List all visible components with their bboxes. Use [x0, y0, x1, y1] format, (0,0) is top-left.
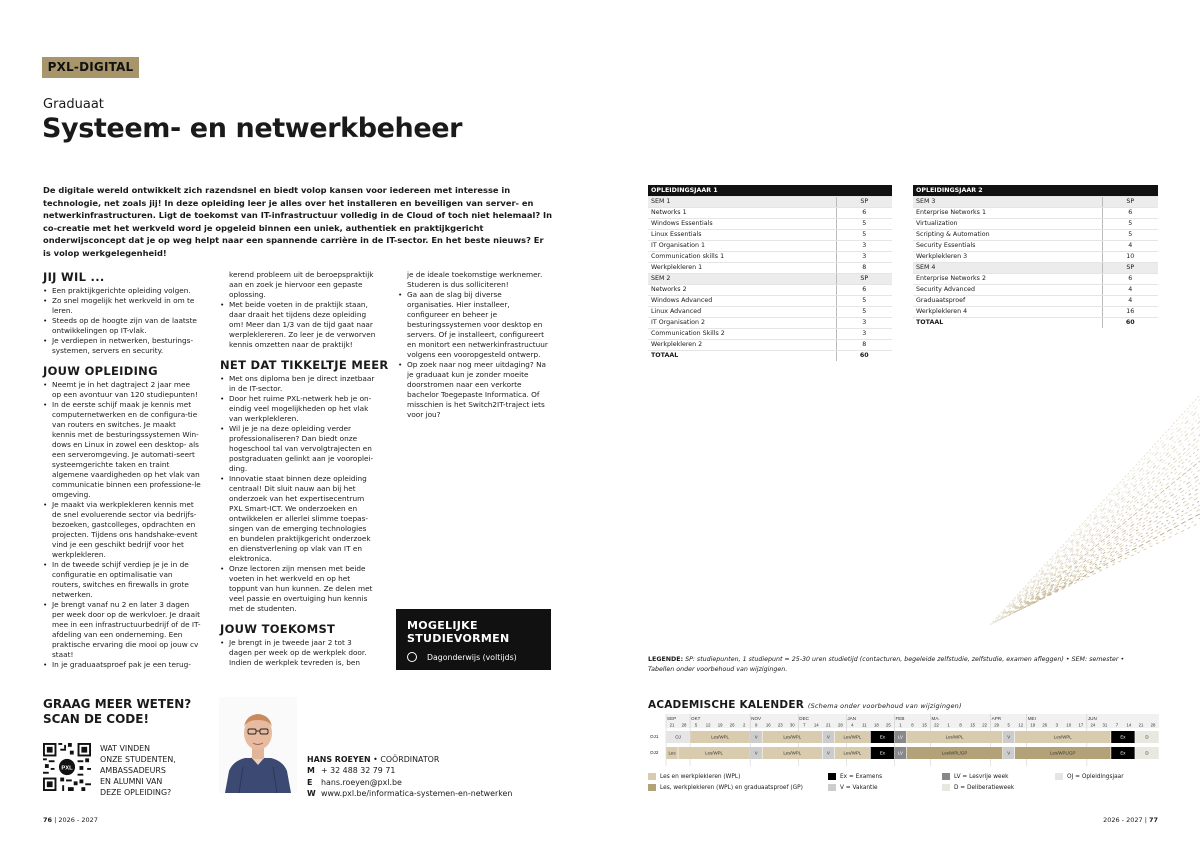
- legend-text: V = Vakantie: [840, 784, 878, 791]
- calendar-period-label: Les: [668, 750, 676, 756]
- table-cell: 3: [836, 329, 892, 340]
- table-cell: Communication skills 1: [648, 252, 836, 263]
- table-cell: Scripting & Automation: [913, 230, 1102, 241]
- table-row: [648, 318, 892, 329]
- sp-header: SP: [836, 197, 892, 208]
- calendar-period-label: LV: [897, 750, 903, 756]
- calendar-day: 31: [1102, 722, 1108, 728]
- calendar-period-label: Les/WPL: [705, 750, 724, 756]
- list-item: • Steeds op de hoogte zijn van de laatste ontwikkelingen op IT-vlak.: [43, 316, 201, 336]
- table-cell: 3: [836, 241, 892, 252]
- decorative-line: [1032, 509, 1200, 604]
- decorative-line: [1012, 457, 1200, 614]
- coordinator-photo: [219, 697, 297, 793]
- calendar-day: 29: [994, 722, 1000, 728]
- list-item: • Een praktijkgerichte opleiding volgen.: [43, 286, 201, 296]
- academic-year: 2026 - 2027: [58, 816, 98, 824]
- list-item: • In de tweede schijf verdiep je je in de configuratie en optimalisatie van routers, switches en firewalls in grote netwerken.: [43, 560, 201, 600]
- subtitle: Graduaat: [43, 97, 104, 112]
- calendar-month: MA.: [931, 716, 940, 721]
- jij-wil-heading: JIJ WIL ...: [43, 270, 105, 284]
- legend-text: OJ = Opleidingsjaar: [1067, 773, 1124, 780]
- legend-text: Les en werkplekleren (WPL): [660, 773, 741, 780]
- semester-label: SEM 3: [913, 197, 1102, 208]
- calendar-day: 21: [669, 722, 675, 728]
- table-cell: Virtualization: [913, 219, 1102, 230]
- calendar-legend-item: [942, 784, 1014, 791]
- calendar-month: APR: [991, 716, 1002, 721]
- table-row: [648, 285, 892, 296]
- calendar-legend-item: [648, 784, 803, 791]
- table-row: [913, 252, 1158, 263]
- list-item: • Zo snel mogelijk het werkveld in om te leren.: [43, 296, 201, 316]
- calendar-period-label: Les/WPL: [711, 734, 730, 740]
- sp-header: SP: [1102, 263, 1158, 274]
- table-row: [648, 307, 892, 318]
- calendar-day: 21: [825, 722, 831, 728]
- calendar-day: 15: [922, 722, 927, 728]
- table-cell: 16: [1102, 307, 1158, 318]
- table-cell: Networks 2: [648, 285, 836, 296]
- table-row: [648, 230, 892, 241]
- legend-swatch: [648, 773, 656, 780]
- more-info-heading: [43, 697, 191, 727]
- calendar-period-label: LV: [897, 734, 903, 740]
- calendar-legend-item: [648, 773, 740, 780]
- legend-swatch: [942, 784, 950, 791]
- decorative-line: [1000, 421, 1200, 620]
- calendar-legend-item: [828, 773, 882, 780]
- page-number-right: 2026 - 2027 | 77: [1103, 816, 1158, 824]
- legend-swatch: [942, 773, 950, 780]
- list-item: • Neemt je in het dagtraject 2 jaar mee op een avontuur van 120 studiepunten!: [43, 380, 201, 400]
- semester-label: SEM 2: [648, 274, 836, 285]
- table-cell: 3: [836, 318, 892, 329]
- calendar-day: 30: [789, 722, 795, 728]
- contact-name-line: HANS ROEYEN • COÖRDINATOR: [307, 755, 440, 764]
- table-cell: 3: [836, 252, 892, 263]
- table-cell: 6: [836, 208, 892, 219]
- calendar-day: 7: [803, 722, 806, 728]
- calendar-day: 28: [1150, 722, 1156, 728]
- legend-label: LEGENDE:: [648, 656, 684, 663]
- decorative-line: [992, 399, 1200, 624]
- table-cell: Linux Advanced: [648, 307, 836, 318]
- calendar-day: 25: [886, 722, 891, 728]
- contact-phone-line: [307, 765, 512, 776]
- calendar-day: 14: [813, 722, 819, 728]
- calendar-period-label: V: [826, 734, 830, 740]
- table-row: [648, 340, 892, 351]
- calendar-day: 8: [959, 722, 962, 728]
- table-cell: Enterprise Networks 2: [913, 274, 1102, 285]
- email-label: E: [307, 777, 313, 787]
- table-row: [913, 274, 1158, 285]
- semester-label: SEM 1: [648, 197, 836, 208]
- decorative-line: [1003, 430, 1200, 618]
- calendar-day: 10: [1066, 722, 1072, 728]
- calendar-period-label: Les/WPL: [783, 734, 802, 740]
- semester-label: SEM 4: [913, 263, 1102, 274]
- table-cell: Communication Skills 2: [648, 329, 836, 340]
- table-row: [913, 307, 1158, 318]
- decorative-line: [1022, 483, 1200, 609]
- contact-block: [307, 754, 512, 799]
- calendar-period-label: Les/WPL/GP: [1050, 750, 1076, 756]
- table-cell: 4: [1102, 285, 1158, 296]
- table-cell: 4: [1102, 296, 1158, 307]
- list-item: • Je maakt via werkplekleren kennis met de snel evoluerende sector via bedrijfs-bezoeken, gastcolleges, opdrachten en projecten. Tijdens ons handshake-event vind je een geschikt bedrijf voor het werkplekleren.: [43, 500, 201, 560]
- sp-header: SP: [1102, 197, 1158, 208]
- toekomst-list-cont: [398, 290, 550, 420]
- calendar-period-label: V: [1007, 750, 1011, 756]
- table-row: [913, 296, 1158, 307]
- calendar-day: 16: [765, 722, 771, 728]
- calendar-period-label: Ex: [1120, 734, 1126, 740]
- calendar-period-label: Ex: [879, 734, 886, 740]
- calendar-day: 14: [1126, 722, 1132, 728]
- list-item: • In de eerste schijf maak je kennis met computernetwerken en de configura-tie van routers en switches. Je maakt kennis met de besturingssystemen Win-dows en Linux in zowel een desktop- als een serveromgeving. Je automati-seert systeemgerichte taken en traint algemene vaardigheden op het vlak van communicatie binnen een professione-le omgeving.: [43, 400, 201, 500]
- table-cell: 60: [1102, 318, 1158, 329]
- table-cell: 5: [836, 230, 892, 241]
- legend-swatch: [1055, 773, 1063, 780]
- list-item: • Je verdiepen in netwerken, besturings-systemen, servers en security.: [43, 336, 201, 356]
- calendar-day: 4: [851, 722, 854, 728]
- studievormen-box: [396, 609, 551, 670]
- toekomst-heading: JOUW TOEKOMST: [220, 622, 336, 636]
- decorative-line: [1028, 501, 1200, 606]
- contact-email-line: [307, 777, 512, 788]
- toekomst-continuation: je de ideale toekomstige werknemer. Studeren is dus solliciteren!: [407, 270, 543, 289]
- calendar-period-label: Ex: [1120, 750, 1126, 756]
- calendar-day: 3: [1055, 722, 1058, 728]
- web-label: W: [307, 788, 316, 798]
- table-cell: Werkplekleren 3: [913, 252, 1102, 263]
- more-line-1: GRAAG MEER WETEN?: [43, 697, 192, 711]
- contact-name: HANS ROEYEN: [307, 755, 371, 764]
- qr-code-icon[interactable]: [43, 743, 91, 791]
- table-row: [648, 241, 892, 252]
- table-cell: 6: [836, 285, 892, 296]
- calendar-month: SEP: [667, 716, 677, 721]
- calendar-day: 5: [1007, 722, 1010, 728]
- table-cell: Werkplekleren 2: [648, 340, 836, 351]
- studievormen-title-2: STUDIEVORMEN: [407, 631, 510, 645]
- table-row: [913, 230, 1158, 241]
- table-cell: 8: [836, 340, 892, 351]
- table-cell: 5: [836, 296, 892, 307]
- table-cell: 60: [836, 351, 892, 362]
- contact-phone[interactable]: + 32 488 32 79 71: [321, 766, 396, 776]
- calendar-month: JUN: [1087, 716, 1097, 721]
- calendar-title: [648, 699, 962, 711]
- calendar-legend-item: [942, 773, 1009, 780]
- legend-text: SP: studiepunten, 1 studiepunt = 25-30 uren studietijd (contacturen, begeleide zelfstudie, zelfstudie, examen afleggen) • SEM: semester • Tabellen onder voorbehoud van wijzigingen.: [648, 656, 1125, 673]
- legend-text: Les, werkplekleren (WPL) en graduaatsproef (GP): [660, 784, 803, 791]
- table-heading: OPLEIDINGSJAAR 1: [648, 185, 892, 197]
- decorative-line: [1008, 443, 1200, 616]
- table-cell: 8: [836, 263, 892, 274]
- calendar-day: 28: [681, 722, 687, 728]
- decorative-line: [1011, 452, 1200, 614]
- calendar-day: 24: [1090, 722, 1096, 728]
- decorative-line: [1006, 439, 1200, 617]
- calendar-period-label: Les/WPL: [945, 734, 964, 740]
- legend-text: LV = Lesvrije week: [954, 773, 1009, 780]
- table-cell: Werkplekleren 1: [648, 263, 836, 274]
- calendar-day: 26: [1042, 722, 1048, 728]
- calendar-month: FEB: [895, 716, 905, 721]
- table-row: [913, 241, 1158, 252]
- calendar-month: NOV: [751, 716, 762, 721]
- table-cell: IT Organisation 2: [648, 318, 836, 329]
- list-item: • Onze lectoren zijn mensen met beide voeten in het werkveld en op het toppunt van hun kunnen. Ze delen met veel passie en overtuiging hun kennis met de studenten.: [220, 564, 376, 614]
- legend-swatch: [828, 784, 836, 791]
- calendar-period-label: Les/WPL: [1053, 734, 1072, 740]
- table-cell: Linux Essentials: [648, 230, 836, 241]
- table-cell: 5: [1102, 230, 1158, 241]
- studievorm-option: [407, 652, 551, 662]
- calendar-day: 5: [694, 722, 698, 728]
- legend-text: Ex = Examens: [840, 773, 883, 780]
- column-1: [43, 270, 201, 670]
- qr-line: EN ALUMNI VAN: [100, 777, 163, 786]
- table-cell: Security Essentials: [913, 241, 1102, 252]
- calendar-day: 28: [837, 722, 843, 728]
- calendar-day: 15: [970, 722, 976, 728]
- contact-role: COÖRDINATOR: [380, 755, 440, 764]
- decorative-line: [996, 413, 1200, 622]
- calendar-day: 11: [862, 722, 867, 728]
- list-item: • Wil je je na deze opleiding verder professionaliseren? Dan biedt onze hogeschool tal van vervolgtrajecten en postgraduaten gelinkt aan je vooroplei-ding.: [220, 424, 376, 474]
- table-cell: Networks 1: [648, 208, 836, 219]
- academic-calendar: [648, 714, 1159, 766]
- opleiding-heading: JOUW OPLEIDING: [43, 364, 158, 378]
- contact-email[interactable]: hans.roeyen@pxl.be: [321, 777, 402, 787]
- calendar-day: 12: [1018, 722, 1024, 728]
- calendar-day: 7: [1115, 722, 1119, 728]
- table-cell: 5: [1102, 219, 1158, 230]
- category-tag: PXL-DIGITAL: [42, 57, 139, 78]
- opleiding-list-cont: [220, 300, 376, 350]
- table-cell: Windows Essentials: [648, 219, 836, 230]
- table-row: [648, 329, 892, 340]
- calendar-row-label: OJ1: [650, 734, 659, 739]
- list-item: • Je brengt in je tweede jaar 2 tot 3 dagen per week op de werkplek door. Indien de werkplek tevreden is, ben: [220, 638, 376, 668]
- calendar-day: 22: [934, 722, 939, 728]
- total-row: [648, 351, 892, 362]
- column-3: [398, 270, 550, 420]
- calendar-period-label: Les/WPL: [783, 750, 802, 756]
- qr-caption: [100, 743, 176, 798]
- studievormen-title-1: MOGELIJKE: [407, 619, 478, 632]
- decorative-line: [1020, 479, 1200, 610]
- intro-paragraph: De digitale wereld ontwikkelt zich razendsnel en biedt volop kansen voor iedereen met interesse in technologie, net zoals jij! In deze opleiding leer je alles over het installeren en beveiligen van server- en netwerkinfrastructuren. Ligt de toekomst van IT-infrastructuur volledig in de Cloud of toch niet helemaal? In co-creatie met het werkveld word je opgeleid binnen een uniek, authentiek en praktijkgericht onderwijsconcept dat je op weg helpt naar een spannende carrière in de IT-sector. En het beste nieuws? Er is volop werkgelegenheid!: [43, 185, 553, 258]
- total-row: [913, 318, 1158, 329]
- legend-swatch: [828, 773, 836, 780]
- table-row: [913, 285, 1158, 296]
- decorative-line: [990, 395, 1200, 625]
- list-item: • Ga aan de slag bij diverse organisaties. Hier installeer, configureer en beheer je besturingssystemen voor desktop en servers. Of je installeert, configureert en monitort een netwerkinfrastructuur volgens een vooropgesteld ontwerp.: [398, 290, 550, 360]
- table-legend: [648, 655, 1138, 675]
- decorative-line: [993, 404, 1200, 624]
- decorative-line: [1014, 461, 1200, 613]
- opleiding-list: [43, 380, 201, 670]
- calendar-day: 19: [1030, 722, 1036, 728]
- decorative-line: [1033, 514, 1200, 604]
- calendar-period-label: Les/WPL: [843, 734, 862, 740]
- jij-wil-list: [43, 286, 201, 356]
- calendar-month: JAN: [847, 716, 857, 721]
- calendar-month: MEI: [1027, 716, 1036, 721]
- calendar-title-text: ACADEMISCHE KALENDER: [648, 699, 804, 711]
- list-item: • Met ons diploma ben je direct inzetbaar in de IT-sector.: [220, 374, 376, 394]
- calendar-period-label: V: [826, 750, 830, 756]
- list-item: • Op zoek naar nog meer uitdaging? Na je graduaat kun je zonder moeite doorstromen naar een verkorte bachelor Toegepaste Informatica. Of misschien is het Switch2IT-traject iets voor jou?: [398, 360, 550, 420]
- opleidingsjaar-2-table: [913, 185, 1158, 328]
- decorative-line: [998, 417, 1200, 621]
- calendar-period-label: D: [1145, 750, 1149, 756]
- qr-line: WAT VINDEN: [100, 744, 151, 753]
- table-cell: TOTAAL: [913, 318, 1102, 329]
- calendar-day: 2: [742, 722, 746, 728]
- contact-website[interactable]: www.pxl.be/informatica-systemen-en-netwerken: [321, 788, 513, 798]
- calendar-day: 8: [911, 722, 914, 728]
- table-row: [913, 208, 1158, 219]
- calendar-legend-item: [828, 784, 878, 791]
- page-title: Systeem- en netwerkbeheer: [42, 113, 463, 144]
- calendar-period-label: Les/WPL: [843, 750, 862, 756]
- calendar-day: 19: [717, 722, 723, 728]
- calendar-period-label: Les/WPL/GP: [941, 750, 968, 756]
- table-cell: Werkplekleren 4: [913, 307, 1102, 318]
- calendar-month: OKT: [691, 716, 701, 721]
- toekomst-list: [220, 638, 376, 668]
- decorative-line: [1004, 435, 1200, 618]
- list-item: • In je graduaatsproef pak je een terug-: [43, 660, 201, 670]
- calendar-period-label: V: [754, 734, 758, 740]
- table-row: [648, 219, 892, 230]
- table-cell: 6: [1102, 208, 1158, 219]
- column-2: [220, 270, 389, 668]
- calendar-note: (Schema onder voorbehoud van wijzigingen): [807, 702, 962, 710]
- legend-swatch: [648, 784, 656, 791]
- academic-year: 2026 - 2027: [1103, 816, 1143, 824]
- calendar-day: 21: [1138, 722, 1144, 728]
- calendar-day: 26: [729, 722, 735, 728]
- calendar-day: 1: [947, 722, 950, 728]
- calendar-day: 17: [1078, 722, 1084, 728]
- table-cell: 5: [836, 219, 892, 230]
- tikkeltje-list: [220, 374, 376, 614]
- decorative-lines: [950, 375, 1200, 625]
- studievorm-label: Dagonderwijs (voltijds): [427, 652, 517, 662]
- list-item: • Je brengt vanaf nu 2 en later 3 dagen per week door op de werkvloer. Je draait mee in een infrastructuurbedrijf of de IT-afdeling van een onderneming. Een praktische ervaring die mooi op jouw cv staat!: [43, 600, 201, 660]
- calendar-day: 12: [705, 722, 711, 728]
- table-row: [648, 208, 892, 219]
- table-heading: OPLEIDINGSJAAR 2: [913, 185, 1158, 197]
- decorative-line: [1036, 523, 1200, 602]
- tikkeltje-heading: NET DAT TIKKELTJE MEER: [220, 358, 389, 372]
- calendar-period-label: V: [754, 750, 758, 756]
- table-cell: Enterprise Networks 1: [913, 208, 1102, 219]
- qr-logo: PXL: [61, 765, 73, 772]
- list-item: • Innovatie staat binnen deze opleiding centraal! Dit sluit nauw aan bij het onderzoek van het expertisecentrum PXL Smart-ICT. We onderzoeken en ontwikkelen er allerlei slimme toepas-singen van de emerging technologies en bundelen praktijkgericht onderzoek en dienstverlening op vlak van IT en elektronica.: [220, 474, 376, 564]
- decorative-line: [1025, 492, 1200, 608]
- calendar-day: 1: [899, 722, 902, 728]
- calendar-period-label: OJ: [675, 734, 681, 740]
- sp-header: SP: [836, 274, 892, 285]
- calendar-month: DEC: [799, 716, 809, 721]
- qr-line: DEZE OPLEIDING?: [100, 788, 172, 797]
- table-cell: Security Advanced: [913, 285, 1102, 296]
- decorative-line: [1017, 470, 1200, 612]
- table-row: [913, 219, 1158, 230]
- table-row: [648, 263, 892, 274]
- calendar-day: 9: [754, 722, 758, 728]
- legend-text: D = Deliberatieweek: [954, 784, 1015, 791]
- decorative-line: [1009, 448, 1200, 616]
- decorative-line: [1016, 465, 1200, 612]
- calendar-row-label: OJ2: [650, 750, 659, 755]
- calendar-period-label: V: [1007, 734, 1011, 740]
- page-number-left: 76 | 2026 - 2027: [43, 816, 98, 824]
- qr-line: ONZE STUDENTEN,: [100, 755, 176, 764]
- table-cell: 6: [1102, 274, 1158, 285]
- table-cell: 10: [1102, 252, 1158, 263]
- calendar-period-label: D: [1145, 734, 1149, 740]
- table-cell: 4: [1102, 241, 1158, 252]
- calendar-day: 22: [982, 722, 988, 728]
- table-cell: TOTAAL: [648, 351, 836, 362]
- page-number: 76: [43, 816, 53, 824]
- contact-web-line: [307, 788, 512, 799]
- page-number: 77: [1148, 816, 1158, 824]
- opleiding-continuation: kerend probleem uit de beroepspraktijk aan en zoek je hiervoor een gepaste oplossing.: [229, 270, 374, 299]
- opleidingsjaar-1-table: [648, 185, 892, 361]
- table-cell: IT Organisation 1: [648, 241, 836, 252]
- table-cell: Windows Advanced: [648, 296, 836, 307]
- calendar-day: 18: [874, 722, 879, 728]
- qr-line: AMBASSADEURS: [100, 766, 166, 775]
- calendar-period-label: Ex: [879, 750, 886, 756]
- table-cell: Graduaatsproef: [913, 296, 1102, 307]
- phone-label: M: [307, 766, 315, 776]
- circle-icon: [407, 652, 417, 662]
- calendar-legend-item: [1055, 773, 1124, 780]
- list-item: • Met beide voeten in de praktijk staan, daar draait het tijdens deze opleiding om! Meer dan 1/3 van de tijd gaat naar werpleklereren. Zo leer je de verworven kennis omzetten naar de praktijk!: [220, 300, 376, 350]
- calendar-day: 23: [777, 722, 783, 728]
- table-cell: 5: [836, 307, 892, 318]
- more-line-2: SCAN DE CODE!: [43, 712, 149, 726]
- table-row: [648, 296, 892, 307]
- table-row: [648, 252, 892, 263]
- list-item: • Door het ruime PXL-netwerk heb je on-eindig veel mogelijkheden op het vlak van werkplekleren.: [220, 394, 376, 424]
